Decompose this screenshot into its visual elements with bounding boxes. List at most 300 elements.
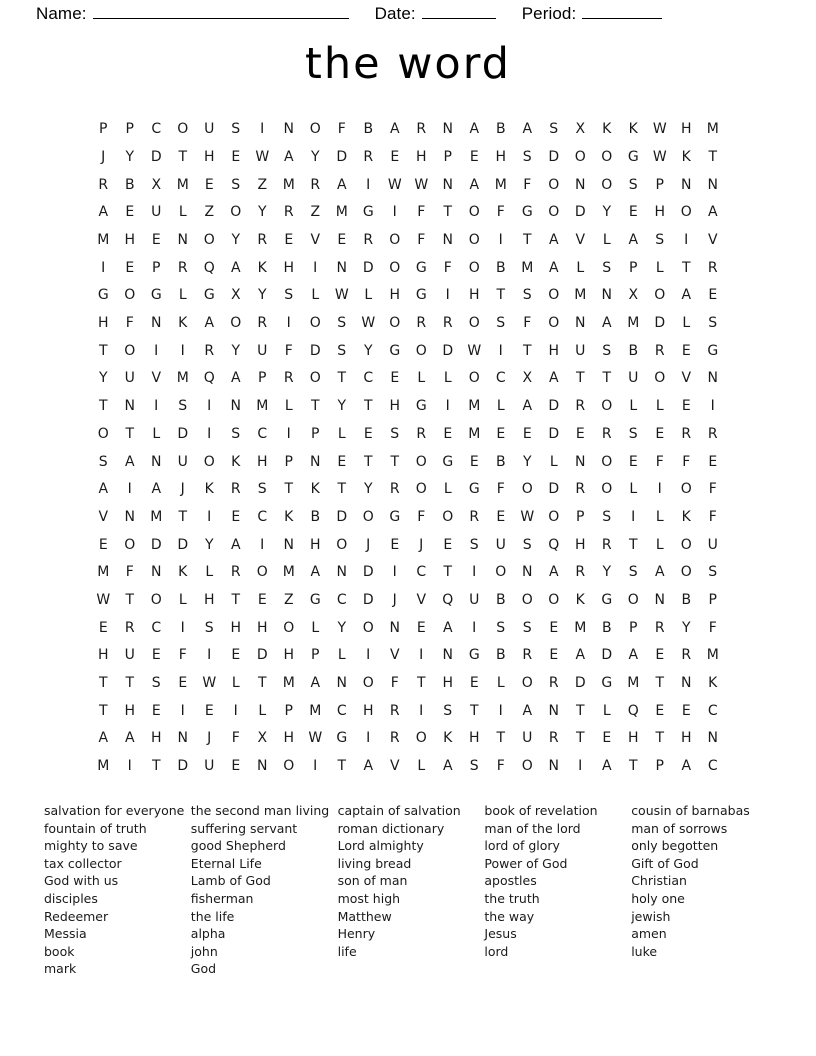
grid-cell[interactable]: W bbox=[467, 342, 482, 359]
grid-cell[interactable]: L bbox=[602, 702, 611, 719]
grid-cell[interactable]: T bbox=[178, 508, 188, 525]
grid-cell[interactable]: O bbox=[548, 287, 560, 304]
grid-cell[interactable]: S bbox=[443, 702, 453, 719]
grid-cell[interactable]: T bbox=[337, 481, 347, 498]
grid-cell[interactable]: S bbox=[708, 315, 718, 332]
grid-cell[interactable]: I bbox=[260, 121, 265, 138]
grid-cell[interactable]: S bbox=[708, 564, 718, 581]
grid-cell[interactable]: T bbox=[575, 370, 585, 387]
grid-cell[interactable]: A bbox=[654, 564, 665, 581]
grid-cell[interactable]: H bbox=[495, 148, 507, 165]
grid-cell[interactable]: O bbox=[124, 536, 136, 553]
grid-cell[interactable]: E bbox=[231, 508, 241, 525]
grid-cell[interactable]: B bbox=[124, 176, 135, 193]
grid-cell[interactable]: I bbox=[127, 758, 132, 775]
grid-cell[interactable]: O bbox=[601, 481, 613, 498]
grid-cell[interactable]: S bbox=[602, 508, 612, 525]
grid-cell[interactable]: A bbox=[469, 121, 480, 138]
grid-cell[interactable]: C bbox=[416, 564, 427, 581]
grid-cell[interactable]: L bbox=[496, 675, 505, 692]
grid-cell[interactable]: L bbox=[311, 619, 320, 636]
grid-cell[interactable]: L bbox=[496, 398, 505, 415]
grid-cell[interactable]: Q bbox=[442, 591, 454, 608]
grid-cell[interactable]: G bbox=[415, 287, 427, 304]
grid-cell[interactable]: O bbox=[415, 342, 427, 359]
grid-cell[interactable]: Y bbox=[125, 148, 135, 165]
grid-cell[interactable]: M bbox=[256, 398, 269, 415]
grid-cell[interactable]: E bbox=[125, 259, 135, 276]
grid-cell[interactable]: Q bbox=[203, 259, 215, 276]
grid-cell[interactable]: L bbox=[152, 425, 161, 442]
grid-cell[interactable]: B bbox=[495, 647, 506, 664]
grid-cell[interactable]: Z bbox=[283, 591, 294, 608]
grid-cell[interactable]: P bbox=[284, 453, 293, 470]
grid-cell[interactable]: N bbox=[442, 232, 453, 249]
grid-cell[interactable]: Y bbox=[522, 453, 532, 470]
grid-cell[interactable]: E bbox=[469, 148, 479, 165]
grid-cell[interactable]: V bbox=[707, 232, 718, 249]
grid-cell[interactable]: P bbox=[629, 619, 638, 636]
grid-cell[interactable]: Y bbox=[363, 342, 373, 359]
grid-cell[interactable]: A bbox=[681, 758, 692, 775]
word-list-item[interactable]: mighty to save bbox=[44, 838, 138, 854]
grid-cell[interactable]: T bbox=[416, 675, 426, 692]
grid-cell[interactable]: W bbox=[387, 176, 402, 193]
grid-cell[interactable]: C bbox=[707, 702, 718, 719]
grid-cell[interactable]: I bbox=[286, 315, 291, 332]
grid-cell[interactable]: O bbox=[203, 232, 215, 249]
word-list-item[interactable]: disciples bbox=[44, 890, 98, 906]
grid-cell[interactable]: T bbox=[575, 730, 585, 747]
word-list-item[interactable]: salvation for everyone bbox=[44, 802, 185, 818]
grid-cell[interactable]: H bbox=[283, 730, 295, 747]
grid-cell[interactable]: S bbox=[469, 536, 479, 553]
word-list-item[interactable]: Jesus bbox=[484, 926, 517, 942]
grid-cell[interactable]: O bbox=[521, 591, 533, 608]
grid-cell[interactable]: Y bbox=[257, 287, 267, 304]
grid-cell[interactable]: T bbox=[575, 702, 585, 719]
grid-cell[interactable]: N bbox=[548, 702, 559, 719]
grid-cell[interactable]: T bbox=[390, 453, 400, 470]
grid-cell[interactable]: L bbox=[443, 481, 452, 498]
grid-cell[interactable]: G bbox=[362, 204, 374, 221]
grid-cell[interactable]: G bbox=[415, 398, 427, 415]
grid-cell[interactable]: A bbox=[628, 647, 639, 664]
grid-cell[interactable]: G bbox=[150, 287, 162, 304]
grid-cell[interactable]: L bbox=[258, 702, 267, 719]
grid-cell[interactable]: L bbox=[178, 591, 187, 608]
word-list-item[interactable]: only begotten bbox=[631, 838, 719, 854]
grid-cell[interactable]: T bbox=[681, 259, 691, 276]
grid-cell[interactable]: R bbox=[522, 647, 533, 664]
grid-cell[interactable]: H bbox=[415, 148, 427, 165]
grid-cell[interactable]: O bbox=[336, 536, 348, 553]
grid-cell[interactable]: H bbox=[574, 536, 586, 553]
grid-cell[interactable]: O bbox=[574, 148, 586, 165]
grid-cell[interactable]: V bbox=[389, 758, 400, 775]
grid-cell[interactable]: M bbox=[97, 232, 110, 249]
grid-cell[interactable]: R bbox=[230, 564, 241, 581]
grid-cell[interactable]: A bbox=[310, 675, 321, 692]
grid-cell[interactable]: A bbox=[469, 176, 480, 193]
grid-cell[interactable]: R bbox=[601, 536, 612, 553]
grid-cell[interactable]: N bbox=[177, 730, 188, 747]
grid-cell[interactable]: M bbox=[97, 758, 110, 775]
grid-cell[interactable]: F bbox=[178, 647, 187, 664]
grid-cell[interactable]: N bbox=[575, 315, 586, 332]
grid-cell[interactable]: G bbox=[389, 342, 401, 359]
grid-cell[interactable]: R bbox=[575, 481, 586, 498]
grid-cell[interactable]: I bbox=[127, 481, 132, 498]
grid-cell[interactable]: E bbox=[390, 370, 400, 387]
grid-cell[interactable]: N bbox=[681, 675, 692, 692]
grid-cell[interactable]: E bbox=[284, 232, 294, 249]
grid-cell[interactable]: T bbox=[151, 758, 161, 775]
grid-cell[interactable]: A bbox=[124, 453, 135, 470]
grid-cell[interactable]: D bbox=[150, 536, 162, 553]
grid-cell[interactable]: F bbox=[125, 315, 134, 332]
grid-cell[interactable]: N bbox=[681, 176, 692, 193]
grid-cell[interactable]: W bbox=[652, 148, 667, 165]
word-list-item[interactable]: holy one bbox=[631, 890, 685, 906]
grid-cell[interactable]: B bbox=[495, 453, 506, 470]
grid-cell[interactable]: O bbox=[362, 619, 374, 636]
grid-cell[interactable]: A bbox=[151, 481, 162, 498]
grid-cell[interactable]: R bbox=[389, 730, 400, 747]
grid-cell[interactable]: R bbox=[548, 675, 559, 692]
grid-cell[interactable]: N bbox=[707, 176, 718, 193]
word-list-item[interactable]: alpha bbox=[190, 926, 226, 942]
grid-cell[interactable]: H bbox=[283, 259, 295, 276]
grid-cell[interactable]: F bbox=[496, 481, 505, 498]
grid-cell[interactable]: W bbox=[255, 148, 270, 165]
grid-cell[interactable]: E bbox=[151, 647, 161, 664]
grid-cell[interactable]: D bbox=[548, 425, 560, 442]
grid-cell[interactable]: E bbox=[337, 453, 347, 470]
grid-cell[interactable]: M bbox=[468, 425, 481, 442]
word-list-item[interactable]: Matthew bbox=[337, 908, 392, 924]
grid-cell[interactable]: T bbox=[496, 287, 506, 304]
grid-cell[interactable]: A bbox=[575, 647, 586, 664]
grid-cell[interactable]: P bbox=[576, 508, 585, 525]
grid-cell[interactable]: I bbox=[445, 398, 450, 415]
grid-cell[interactable]: S bbox=[602, 342, 612, 359]
grid-cell[interactable]: A bbox=[442, 619, 453, 636]
grid-cell[interactable]: F bbox=[496, 758, 505, 775]
grid-cell[interactable]: E bbox=[628, 204, 638, 221]
grid-cell[interactable]: O bbox=[283, 758, 295, 775]
grid-cell[interactable]: E bbox=[628, 453, 638, 470]
grid-cell[interactable]: R bbox=[389, 702, 400, 719]
grid-cell[interactable]: E bbox=[655, 702, 665, 719]
grid-cell[interactable]: A bbox=[124, 730, 135, 747]
grid-cell[interactable]: I bbox=[657, 481, 662, 498]
grid-cell[interactable]: N bbox=[151, 315, 162, 332]
word-list-item[interactable]: God bbox=[190, 961, 217, 977]
grid-cell[interactable]: F bbox=[125, 564, 134, 581]
grid-cell[interactable]: H bbox=[627, 730, 639, 747]
grid-cell[interactable]: A bbox=[522, 121, 533, 138]
grid-cell[interactable]: A bbox=[283, 148, 294, 165]
grid-cell[interactable]: O bbox=[415, 730, 427, 747]
grid-cell[interactable]: I bbox=[419, 647, 424, 664]
grid-cell[interactable]: S bbox=[655, 232, 665, 249]
grid-cell[interactable]: T bbox=[363, 453, 373, 470]
grid-cell[interactable]: J bbox=[392, 591, 397, 608]
grid-cell[interactable]: I bbox=[498, 342, 503, 359]
word-list-item[interactable]: suffering servant bbox=[190, 820, 298, 836]
grid-cell[interactable]: R bbox=[575, 398, 586, 415]
grid-cell[interactable]: I bbox=[498, 232, 503, 249]
grid-cell[interactable]: F bbox=[417, 204, 426, 221]
grid-cell[interactable]: S bbox=[522, 536, 532, 553]
grid-cell[interactable]: O bbox=[230, 204, 242, 221]
date-write-line[interactable] bbox=[422, 18, 496, 19]
grid-cell[interactable]: Q bbox=[548, 536, 560, 553]
grid-cell[interactable]: N bbox=[230, 398, 241, 415]
grid-cell[interactable]: E bbox=[549, 619, 559, 636]
grid-cell[interactable]: L bbox=[576, 259, 585, 276]
grid-cell[interactable]: E bbox=[496, 508, 506, 525]
grid-cell[interactable]: A bbox=[363, 758, 374, 775]
grid-cell[interactable]: E bbox=[443, 425, 453, 442]
grid-cell[interactable]: H bbox=[230, 619, 242, 636]
grid-cell[interactable]: S bbox=[496, 315, 506, 332]
grid-cell[interactable]: P bbox=[311, 425, 320, 442]
grid-cell[interactable]: L bbox=[417, 370, 426, 387]
grid-cell[interactable]: B bbox=[495, 591, 506, 608]
grid-cell[interactable]: P bbox=[629, 259, 638, 276]
grid-cell[interactable]: K bbox=[628, 121, 638, 138]
grid-cell[interactable]: L bbox=[443, 370, 452, 387]
grid-cell[interactable]: S bbox=[628, 425, 638, 442]
grid-cell[interactable]: E bbox=[575, 425, 585, 442]
grid-cell[interactable]: H bbox=[256, 453, 268, 470]
grid-cell[interactable]: E bbox=[98, 619, 108, 636]
grid-cell[interactable]: I bbox=[180, 619, 185, 636]
word-search-grid[interactable] bbox=[90, 115, 726, 780]
grid-cell[interactable]: Y bbox=[204, 536, 214, 553]
grid-cell[interactable]: T bbox=[602, 370, 612, 387]
grid-cell[interactable]: I bbox=[419, 702, 424, 719]
grid-cell[interactable]: D bbox=[362, 564, 374, 581]
grid-cell[interactable]: A bbox=[522, 702, 533, 719]
grid-cell[interactable]: M bbox=[97, 564, 110, 581]
grid-cell[interactable]: O bbox=[548, 315, 560, 332]
grid-cell[interactable]: O bbox=[389, 315, 401, 332]
grid-cell[interactable]: L bbox=[364, 287, 373, 304]
grid-cell[interactable]: H bbox=[680, 121, 692, 138]
grid-cell[interactable]: G bbox=[415, 259, 427, 276]
grid-cell[interactable]: P bbox=[152, 259, 161, 276]
grid-cell[interactable]: U bbox=[204, 758, 215, 775]
grid-cell[interactable]: Y bbox=[337, 619, 347, 636]
grid-cell[interactable]: T bbox=[231, 591, 241, 608]
grid-cell[interactable]: C bbox=[151, 121, 162, 138]
grid-cell[interactable]: G bbox=[707, 342, 719, 359]
grid-cell[interactable]: N bbox=[601, 287, 612, 304]
grid-cell[interactable]: H bbox=[468, 730, 480, 747]
grid-cell[interactable]: C bbox=[707, 758, 718, 775]
grid-cell[interactable]: H bbox=[124, 702, 136, 719]
grid-cell[interactable]: I bbox=[286, 425, 291, 442]
grid-cell[interactable]: T bbox=[363, 398, 373, 415]
grid-cell[interactable]: A bbox=[230, 370, 241, 387]
grid-cell[interactable]: K bbox=[178, 315, 188, 332]
grid-cell[interactable]: N bbox=[522, 564, 533, 581]
grid-cell[interactable]: L bbox=[602, 232, 611, 249]
grid-cell[interactable]: I bbox=[233, 702, 238, 719]
grid-cell[interactable]: M bbox=[282, 675, 295, 692]
grid-cell[interactable]: R bbox=[601, 425, 612, 442]
grid-cell[interactable]: H bbox=[548, 342, 560, 359]
word-list-item[interactable]: Christian bbox=[631, 873, 687, 889]
grid-cell[interactable]: D bbox=[548, 148, 560, 165]
grid-cell[interactable]: A bbox=[601, 315, 612, 332]
grid-cell[interactable]: H bbox=[389, 287, 401, 304]
grid-cell[interactable]: I bbox=[392, 564, 397, 581]
grid-cell[interactable]: O bbox=[468, 259, 480, 276]
grid-cell[interactable]: T bbox=[443, 564, 453, 581]
grid-cell[interactable]: W bbox=[652, 121, 667, 138]
grid-cell[interactable]: M bbox=[335, 204, 348, 221]
grid-cell[interactable]: W bbox=[361, 315, 376, 332]
grid-cell[interactable]: O bbox=[468, 315, 480, 332]
grid-cell[interactable]: D bbox=[574, 675, 586, 692]
grid-cell[interactable]: T bbox=[178, 148, 188, 165]
grid-cell[interactable]: S bbox=[231, 425, 241, 442]
grid-cell[interactable]: U bbox=[707, 536, 718, 553]
grid-cell[interactable]: Z bbox=[257, 176, 268, 193]
grid-cell[interactable]: F bbox=[337, 121, 346, 138]
grid-cell[interactable]: G bbox=[442, 453, 454, 470]
grid-cell[interactable]: E bbox=[655, 647, 665, 664]
grid-cell[interactable]: A bbox=[310, 564, 321, 581]
grid-cell[interactable]: R bbox=[707, 425, 718, 442]
grid-cell[interactable]: I bbox=[392, 204, 397, 221]
grid-cell[interactable]: R bbox=[363, 232, 374, 249]
word-list-item[interactable]: the truth bbox=[484, 890, 540, 906]
grid-cell[interactable]: D bbox=[336, 508, 348, 525]
grid-cell[interactable]: I bbox=[366, 647, 371, 664]
grid-cell[interactable]: G bbox=[468, 481, 480, 498]
grid-cell[interactable]: B bbox=[681, 591, 692, 608]
grid-cell[interactable]: R bbox=[442, 315, 453, 332]
grid-cell[interactable]: R bbox=[707, 259, 718, 276]
grid-cell[interactable]: N bbox=[151, 453, 162, 470]
grid-cell[interactable]: L bbox=[655, 259, 664, 276]
grid-cell[interactable]: K bbox=[681, 508, 691, 525]
grid-cell[interactable]: E bbox=[469, 453, 479, 470]
grid-cell[interactable]: L bbox=[549, 453, 558, 470]
grid-cell[interactable]: E bbox=[204, 176, 214, 193]
grid-cell[interactable]: O bbox=[415, 481, 427, 498]
grid-cell[interactable]: O bbox=[548, 591, 560, 608]
word-list-item[interactable]: john bbox=[190, 943, 218, 959]
grid-cell[interactable]: Y bbox=[681, 619, 691, 636]
grid-cell[interactable]: A bbox=[230, 536, 241, 553]
grid-cell[interactable]: P bbox=[125, 121, 134, 138]
grid-cell[interactable]: A bbox=[98, 730, 109, 747]
grid-cell[interactable]: S bbox=[628, 176, 638, 193]
grid-cell[interactable]: O bbox=[654, 370, 666, 387]
grid-cell[interactable]: A bbox=[548, 370, 559, 387]
grid-cell[interactable]: R bbox=[681, 647, 692, 664]
grid-cell[interactable]: I bbox=[313, 758, 318, 775]
grid-cell[interactable]: N bbox=[707, 730, 718, 747]
word-list-item[interactable]: tax collector bbox=[44, 855, 122, 871]
grid-cell[interactable]: K bbox=[575, 591, 585, 608]
grid-cell[interactable]: R bbox=[257, 315, 268, 332]
name-write-line[interactable] bbox=[93, 18, 349, 19]
grid-cell[interactable]: A bbox=[548, 259, 559, 276]
grid-cell[interactable]: G bbox=[389, 508, 401, 525]
grid-cell[interactable]: U bbox=[495, 536, 506, 553]
grid-cell[interactable]: P bbox=[311, 647, 320, 664]
grid-cell[interactable]: E bbox=[708, 453, 718, 470]
grid-cell[interactable]: I bbox=[578, 758, 583, 775]
grid-cell[interactable]: Y bbox=[602, 204, 612, 221]
word-list-item[interactable]: amen bbox=[631, 926, 667, 942]
grid-cell[interactable]: N bbox=[442, 176, 453, 193]
grid-cell[interactable]: M bbox=[706, 647, 719, 664]
grid-cell[interactable]: T bbox=[522, 342, 532, 359]
grid-cell[interactable]: G bbox=[627, 148, 639, 165]
grid-cell[interactable]: V bbox=[575, 232, 586, 249]
grid-cell[interactable]: W bbox=[334, 287, 349, 304]
grid-cell[interactable]: E bbox=[443, 536, 453, 553]
grid-cell[interactable]: F bbox=[708, 619, 717, 636]
grid-cell[interactable]: L bbox=[655, 508, 664, 525]
grid-cell[interactable]: U bbox=[151, 204, 162, 221]
grid-cell[interactable]: H bbox=[97, 315, 109, 332]
grid-cell[interactable]: A bbox=[707, 204, 718, 221]
grid-cell[interactable]: A bbox=[98, 204, 109, 221]
word-list-item[interactable]: book of revelation bbox=[484, 802, 598, 818]
grid-cell[interactable]: I bbox=[207, 508, 212, 525]
grid-cell[interactable]: N bbox=[257, 758, 268, 775]
grid-cell[interactable]: T bbox=[337, 370, 347, 387]
grid-cell[interactable]: T bbox=[655, 675, 665, 692]
grid-cell[interactable]: L bbox=[682, 315, 691, 332]
grid-cell[interactable]: E bbox=[602, 730, 612, 747]
grid-cell[interactable]: F bbox=[417, 232, 426, 249]
grid-cell[interactable]: O bbox=[203, 453, 215, 470]
grid-cell[interactable]: X bbox=[575, 121, 586, 138]
grid-cell[interactable]: U bbox=[575, 342, 586, 359]
word-list-item[interactable]: luke bbox=[631, 943, 658, 959]
grid-cell[interactable]: E bbox=[549, 647, 559, 664]
grid-cell[interactable]: E bbox=[655, 425, 665, 442]
grid-cell[interactable]: O bbox=[601, 176, 613, 193]
grid-cell[interactable]: M bbox=[309, 702, 322, 719]
grid-cell[interactable]: V bbox=[681, 370, 692, 387]
grid-cell[interactable]: A bbox=[548, 564, 559, 581]
grid-cell[interactable]: A bbox=[204, 315, 215, 332]
grid-cell[interactable]: G bbox=[468, 647, 480, 664]
grid-cell[interactable]: O bbox=[309, 121, 321, 138]
grid-cell[interactable]: M bbox=[176, 176, 189, 193]
grid-cell[interactable]: E bbox=[231, 148, 241, 165]
grid-cell[interactable]: L bbox=[655, 536, 664, 553]
grid-cell[interactable]: F bbox=[417, 508, 426, 525]
grid-cell[interactable]: E bbox=[390, 536, 400, 553]
grid-cell[interactable]: I bbox=[260, 536, 265, 553]
grid-cell[interactable]: E bbox=[337, 232, 347, 249]
grid-cell[interactable]: H bbox=[309, 536, 321, 553]
grid-cell[interactable]: H bbox=[362, 702, 374, 719]
grid-cell[interactable]: S bbox=[628, 564, 638, 581]
